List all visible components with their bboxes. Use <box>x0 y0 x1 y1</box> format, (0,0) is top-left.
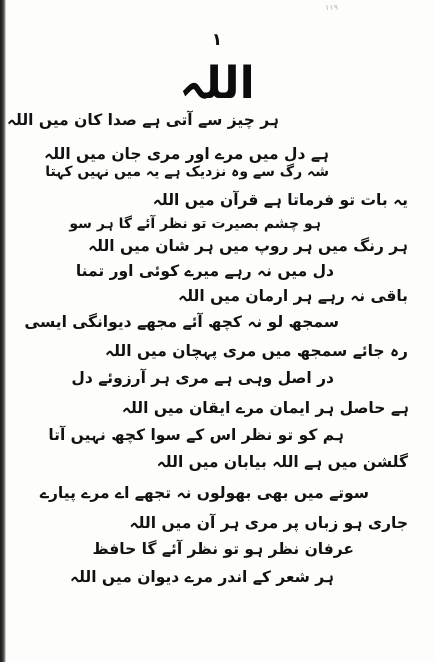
poem-line: شہ رگ سے وہ نزدیک ہے یہ میں نہیں کہتا <box>45 164 329 180</box>
poem-line: گلشن میں ہے اللہ بیابان میں اللہ <box>156 453 408 471</box>
poem-line: ہر شعر کے اندر مرے دیوان میں اللہ <box>69 568 334 586</box>
page-number: ۱ <box>211 30 223 50</box>
poem-line: سمجھ لو نہ کچھ آئے مجھے دیوانگی ایسی <box>24 313 339 331</box>
poem-line: ہر رنگ میں ہر روپ میں ہر شان میں اللہ <box>88 237 408 255</box>
poem-line: باقی نہ رہے ہر ارمان میں اللہ <box>178 287 408 305</box>
corner-mark: ۱۱۹ <box>325 3 338 12</box>
poem-line: ہے حاصل ہر ایمان مرے ایقان میں اللہ <box>121 399 409 417</box>
poem-line: جاری ہو زباں پر مری ہر آن میں اللہ <box>129 514 408 532</box>
poem-line: در اصل وہی ہے مری ہر آرزوئے دل <box>71 369 334 387</box>
poem-line: ہم کو تو نظر اس کے سوا کچھ نہیں آتا <box>48 426 344 444</box>
poem-line: عرفان نظر ہو تو نظر آئے گا حافظ <box>92 540 354 558</box>
poem-line: رہ جائے سمجھ میں مری پہچان میں اللہ <box>105 342 408 360</box>
poem-line: یہ بات تو فرماتا ہے قرآن میں اللہ <box>152 191 408 209</box>
poem-line: دل میں نہ رہے میرے کوئی اور تمنا <box>75 262 334 280</box>
poem-line: ہو چشم بصیرت تو نظر آئے گا ہر سو <box>69 216 321 232</box>
poem-line: سوتے میں بھی بھولوں نہ تجھے اے مرے پیارے <box>39 484 369 502</box>
page-heading: اللہ <box>179 58 255 109</box>
poem-line: ہر چیز سے آتی ہے صدا کان میں اللہ <box>6 111 279 129</box>
poem-line: ہے دل میں مرے اور مری جان میں اللہ <box>44 145 329 163</box>
